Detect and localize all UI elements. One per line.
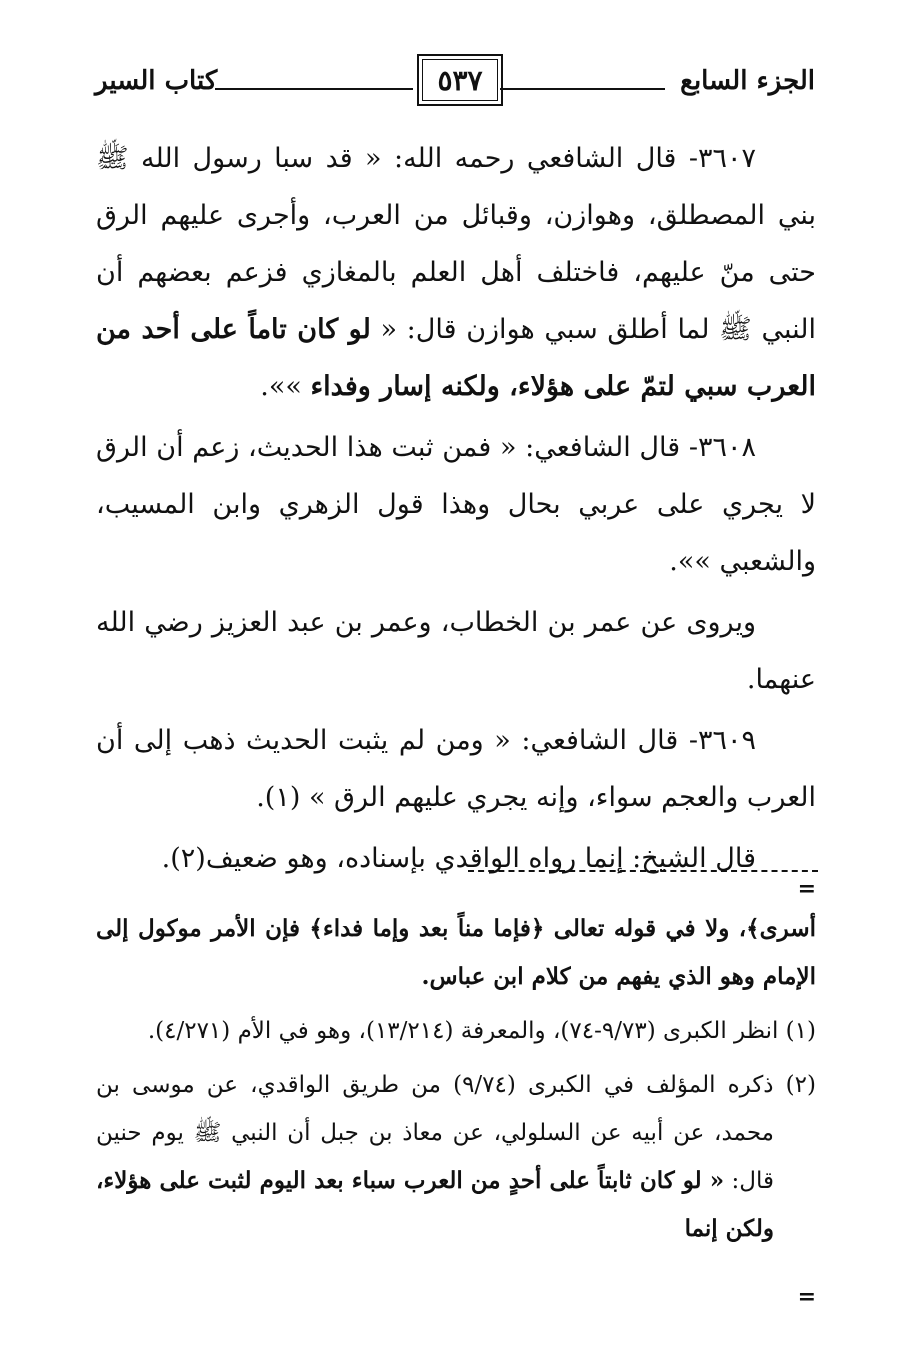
paragraph-3607	[96, 130, 816, 415]
paragraph-3608: ٣٦٠٨- قال الشافعي: « فمن ثبت هذا الحديث، زعم أن الرق لا يجري على عربي بحال وهذا قول الزهري وابن المسيب، والشعبي »».	[96, 432, 816, 577]
continuation-mark-top: =	[797, 876, 816, 902]
footnote-separator	[468, 870, 818, 872]
paragraph-3607-quote: لو كان تاماً على أحد من العرب سبي لتمّ على هؤلاء، ولكنه إسار وفداء	[96, 314, 816, 402]
main-text	[96, 130, 816, 887]
paragraph-3607-text: ٣٦٠٧- قال الشافعي رحمه الله: « قد سبا رسول الله ﷺ بني المصطلق، وهوازن، وقبائل من العرب، وأجرى عليهم الرق حتى منّ عليهم، فاختلف أهل العلم بالمغازي فزعم بعضهم أن النبي ﷺ لما أطلق سبي هوازن قال: «	[96, 143, 816, 345]
page-number-box	[417, 54, 503, 106]
paragraph-3609: ٣٦٠٩- قال الشافعي: « ومن لم يثبت الحديث ذهب إلى أن العرب والعجم سواء، وإنه يجري عليهم الرق » (١).	[96, 725, 816, 813]
page-number: ٥٣٧	[437, 64, 483, 97]
header-rule-right	[500, 88, 665, 90]
footnotes	[96, 905, 816, 1253]
page-header	[95, 52, 815, 122]
footnote-2-quote: « لو كان ثابتاً على أحدٍ من العرب سباء بعد اليوم لثبت على هؤلاء، ولكن إنما	[96, 1167, 774, 1242]
footnote-2	[96, 1061, 816, 1253]
book-title: كتاب السير	[95, 66, 218, 96]
continuation-mark-bottom: =	[797, 1284, 816, 1310]
paragraph-narration: ويروى عن عمر بن الخطاب، وعمر بن عبد العزيز رضي الله عنهما.	[96, 607, 816, 695]
footnote-1: (١) انظر الكبرى (٩/٧٣-٧٤)، والمعرفة (١٣/٢١٤)، وهو في الأم (٤/٢٧١).	[147, 1018, 816, 1044]
paragraph-sheikh: قال الشيخ: إنما رواه الواقدي بإسناده، وهو ضعيف(٢).	[161, 843, 756, 874]
header-rule-left	[215, 88, 413, 90]
footnote-continuation: أسرى﴾، ولا في قوله تعالى ﴿فإما مناً بعد وإما فداء﴾ فإن الأمر موكول إلى الإمام وهو الذي يفهم من كلام ابن عباس.	[96, 915, 816, 990]
paragraph-3607-end: »».	[260, 371, 311, 402]
footnote-2-text: (٢) ذكره المؤلف في الكبرى (٩/٧٤) من طريق الواقدي، عن موسى بن محمد، عن أبيه عن السلولي، عن معاذ بن جبل أن النبي ﷺ يوم حنين قال:	[96, 1072, 816, 1194]
volume-title: الجزء السابع	[680, 66, 815, 96]
